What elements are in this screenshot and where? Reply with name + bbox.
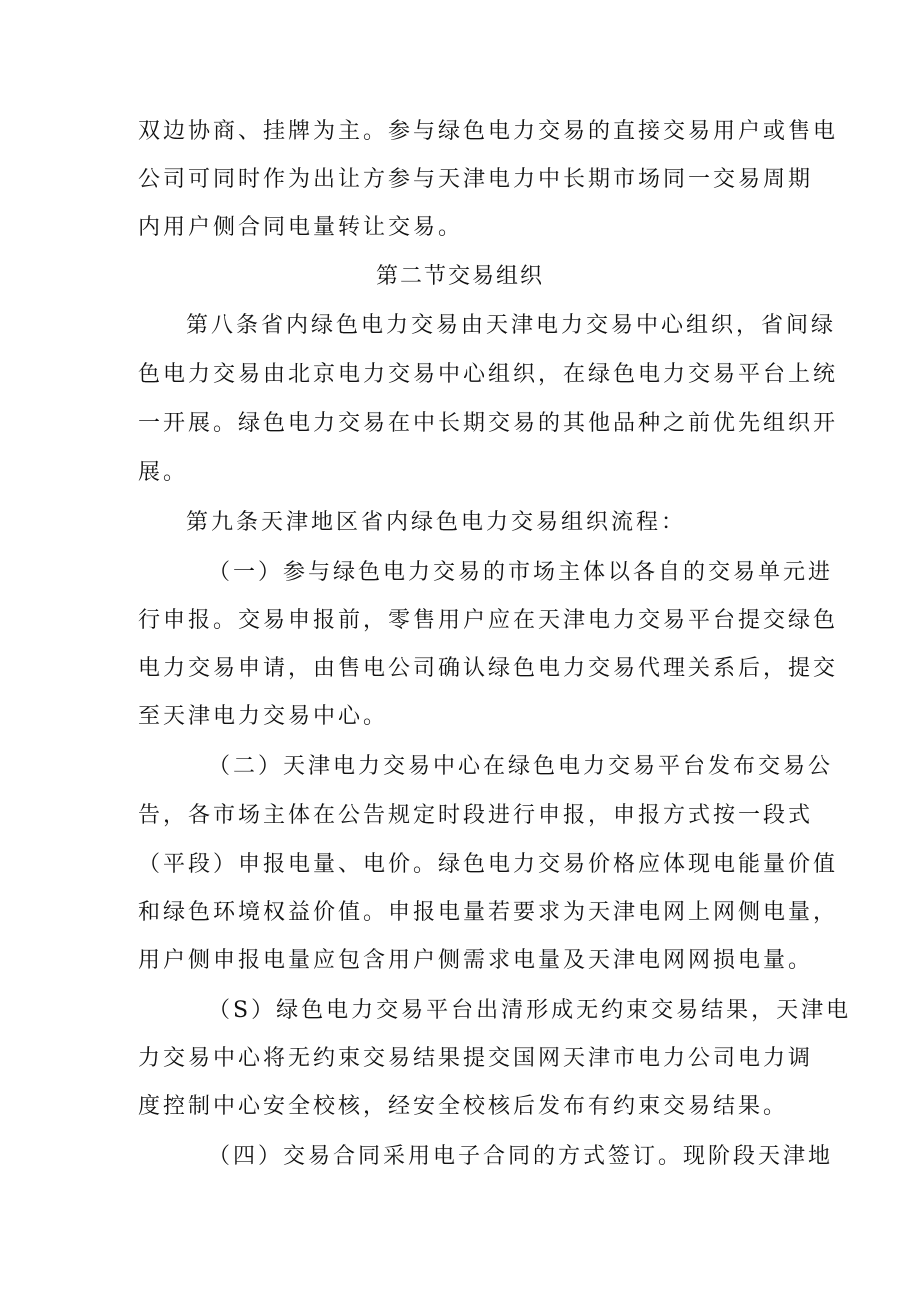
item-4-line-1: （四）交易合同采用电子合同的方式签订。现阶段天津地 (208, 1144, 834, 1169)
item-3-line-2: 力交易中心将无约束交易结果提交国网天津市电力公司电力调 (138, 1046, 814, 1071)
item-3-line-1: （S）绿色电力交易平台出清形成无约束交易结果，天津电 (208, 998, 852, 1023)
article-8-line-3: 一开展。绿色电力交易在中长期交易的其他品种之前优先组织开 (138, 411, 839, 436)
item-1-line-3: 电力交易申请，由售电公司确认绿色电力交易代理关系后，提交 (138, 656, 839, 681)
item-1-line-1: （一）参与绿色电力交易的市场主体以各自的交易单元进 (208, 560, 834, 585)
item-2-line-1: （二）天津电力交易中心在绿色电力交易平台发布交易公 (208, 754, 834, 779)
article-8-line-1: 第八条省内绿色电力交易由天津电力交易中心组织，省间绿 (186, 313, 837, 338)
item-2-line-5: 用户侧申报电量应包含用户侧需求电量及天津电网网损电量。 (138, 948, 814, 973)
item-2-line-3: （平段）申报电量、电价。绿色电力交易价格应体现电能量价值 (138, 852, 839, 877)
article-8-line-2: 色电力交易由北京电力交易中心组织，在绿色电力交易平台上统 (138, 362, 839, 387)
item-2-line-2: 告，各市场主体在公告规定时段进行申报，申报方式按一段式 (138, 803, 814, 828)
article-8-line-4: 展。 (138, 460, 189, 485)
paragraph-1-line-3: 内用户侧合同电量转让交易。 (138, 215, 464, 240)
item-3-line-3: 度控制中心安全校核，经安全校核后发布有约束交易结果。 (138, 1094, 789, 1119)
paragraph-1-line-2: 公司可同时作为出让方参与天津电力中长期市场同一交易周期 (138, 167, 814, 192)
item-2-line-4: 和绿色环境权益价值。申报电量若要求为天津电网上网侧电量， (138, 900, 839, 925)
paragraph-1-line-1: 双边协商、挂牌为主。参与绿色电力交易的直接交易用户或售电 (138, 119, 839, 144)
item-1-line-4: 至天津电力交易中心。 (138, 704, 389, 729)
section-heading: 第二节交易组织 (375, 264, 544, 289)
item-1-line-2: 行申报。交易申报前，零售用户应在天津电力交易平台提交绿色 (138, 608, 839, 633)
article-9-line-1: 第九条天津地区省内绿色电力交易组织流程： (186, 510, 687, 535)
